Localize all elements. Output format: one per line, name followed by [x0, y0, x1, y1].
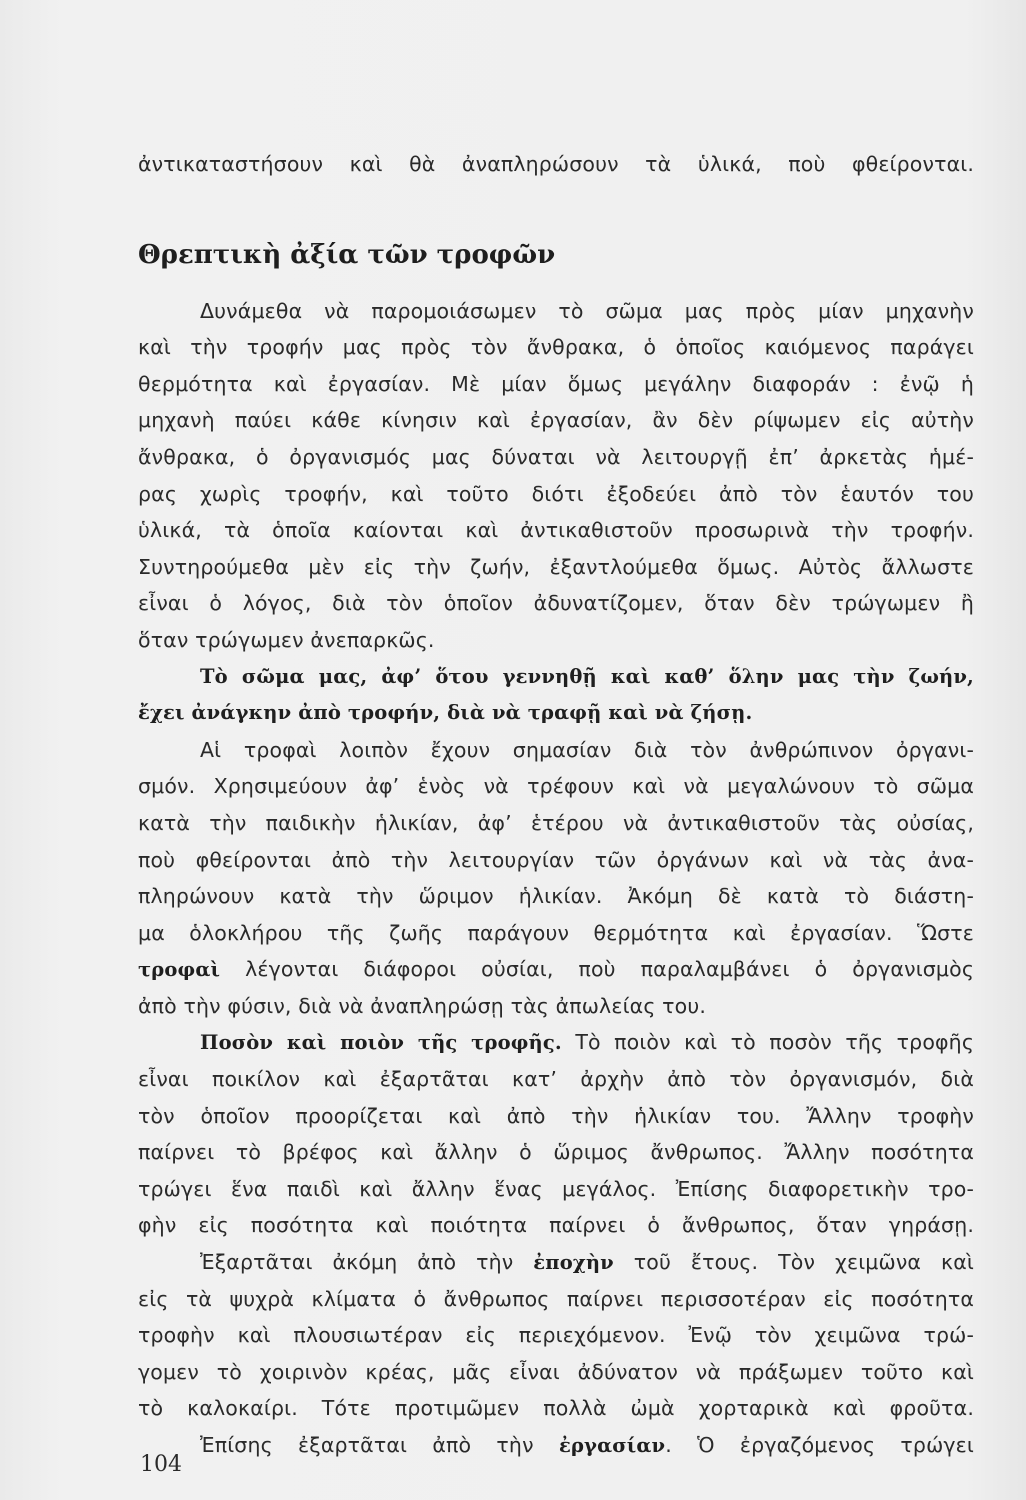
top-line: ἀντικαταστήσουν καὶ θὰ ἀναπληρώσουν τὰ ὑλικά, ποὺ φθείρονται. — [138, 152, 974, 176]
text-line-with-bold-term — [138, 1024, 974, 1061]
page-number: 104 — [140, 1452, 182, 1477]
text-segment: Ἐπίσης ἐξαρτᾶται ἀπὸ τὴν — [200, 1433, 534, 1457]
text-line: ἄνθρακα, ὁ ὀργανισμός μας δύναται νὰ λειτουργῇ ἐπ’ ἀρκετὰς ἡμέ- — [138, 444, 974, 469]
text-segment: τοῦ ἔτους. Τὸν χειμῶνα καὶ — [633, 1250, 974, 1275]
text-line: ὑλικά, τὰ ὁποῖα καίονται καὶ ἀντικαθιστοῦν προσωρινὰ τὴν τροφήν. — [138, 518, 974, 543]
text-line: τρώγει ἕνα παιδὶ καὶ ἄλλην ἕνας μεγάλος. Ἐπίσης διαφορετικὴν τρο- — [138, 1176, 974, 1201]
text-line: Δυνάμεθα νὰ παρομοιάσωμεν τὸ σῶμα μας πρὸς μίαν μηχανὴν — [200, 298, 974, 323]
text-line-with-bold-term — [138, 951, 974, 988]
text-line: εἰς τὰ ψυχρὰ κλίματα ὁ ἄνθρωπος παίρνει περισσοτέραν εἰς ποσότητα — [138, 1286, 974, 1311]
text-line: εἶναι ὁ λόγος, διὰ τὸν ὁποῖον ἀδυνατίζομεν, ὅταν δὲν τρώγωμεν ἢ — [138, 591, 974, 616]
text-line: ὅταν τρώγωμεν ἀνεπαρκῶς. — [138, 627, 435, 652]
text-segment: Ἐξαρτᾶται ἀκόμη ἀπὸ τὴν — [200, 1250, 514, 1275]
text-line: ἀπὸ τὴν φύσιν, διὰ νὰ ἀναπληρώσῃ τὰς ἀπωλείας του. — [138, 993, 707, 1018]
text-line: γομεν τὸ χοιρινὸν κρέας, μᾶς εἶναι ἀδύνατον νὰ πράξωμεν τοῦτο καὶ — [138, 1359, 974, 1384]
text-line: τὸν ὁποῖον προορίζεται καὶ ἀπὸ τὴν ἡλικίαν του. Ἄλλην τροφὴν — [138, 1103, 974, 1128]
text-line: μηχανὴ παύει κάθε κίνησιν καὶ ἐργασίαν, ἂν δὲν ρίψωμεν εἰς αὐτὴν — [138, 408, 974, 433]
text-line: πληρώνουν κατὰ τὴν ὥριμον ἡλικίαν. Ἀκόμη δὲ κατὰ τὸ διάστη- — [138, 884, 974, 909]
text-segment: . Ὁ ἐργαζόμενος τρώγει — [665, 1433, 974, 1457]
bold-term-ergasian: ἐργασίαν — [558, 1434, 666, 1457]
text-line-with-bold-term — [138, 1427, 974, 1464]
text-segment: Τὸ ποιὸν καὶ τὸ ποσὸν τῆς τροφῆς — [575, 1030, 975, 1055]
text-line: καὶ τὴν τροφήν μας πρὸς τὸν ἄνθρακα, ὁ ὁποῖος καιόμενος παράγει — [138, 335, 974, 360]
text-line: ποὺ φθείρονται ἀπὸ τὴν λειτουργίαν τῶν ὀργάνων καὶ νὰ τὰς ἀνα- — [138, 847, 974, 872]
section-heading: Θρεπτικὴ ἀξία τῶν τροφῶν — [138, 239, 556, 270]
text-line: εἶναι ποικίλον καὶ ἐξαρτᾶται κατ’ ἀρχὴν ἀπὸ τὸν ὀργανισμόν, διὰ — [138, 1067, 974, 1092]
text-line: παίρνει τὸ βρέφος καὶ ἄλλην ὁ ὥριμος ἄνθρωπος. Ἄλλην ποσότητα — [138, 1140, 974, 1165]
emphasized-line: Τὸ σῶμα μας, ἀφ’ ὅτου γεννηθῇ καὶ καθ’ ὅλην μας τὴν ζωήν, — [200, 664, 974, 688]
text-line: φὴν εἰς ποσότητα καὶ ποιότητα παίρνει ὁ ἄνθρωπος, ὅταν γηράσῃ. — [138, 1213, 974, 1238]
text-line: κατὰ τὴν παιδικὴν ἡλικίαν, ἀφ’ ἑτέρου νὰ ἀντικαθιστοῦν τὰς οὐσίας, — [138, 810, 974, 835]
page-text — [138, 146, 974, 1464]
subheading-poson-kai-poion: Ποσὸν καὶ ποιὸν τῆς τροφῆς. — [200, 1031, 562, 1055]
text-line-with-bold-term — [138, 1244, 974, 1281]
text-line: τὸ καλοκαίρι. Τότε προτιμῶμεν πολλὰ ὠμὰ χορταρικὰ καὶ φροῦτα. — [138, 1396, 974, 1421]
bold-term-epochin: ἐποχὴν — [533, 1251, 614, 1275]
text-segment: λέγονται διάφοροι οὐσίαι, ποὺ παραλαμβάνει ὁ ὀργανισμὸς — [245, 957, 974, 982]
text-line: Αἱ τροφαὶ λοιπὸν ἔχουν σημασίαν διὰ τὸν ἀνθρώπινον ὀργανι- — [200, 737, 974, 762]
text-line: θερμότητα καὶ ἐργασίαν. Μὲ μίαν ὅμως μεγάλην διαφοράν : ἐνῷ ἡ — [138, 371, 974, 396]
text-line: μα ὁλοκλήρου τῆς ζωῆς παράγουν θερμότητα καὶ ἐργασίαν. Ὥστε — [138, 920, 974, 945]
emphasized-line: ἔχει ἀνάγκην ἀπὸ τροφήν, διὰ νὰ τραφῇ καὶ νὰ ζήσῃ. — [138, 701, 753, 725]
text-line: Συντηρούμεθα μὲν εἰς τὴν ζωήν, ἐξαντλούμεθα ὅμως. Αὐτὸς ἄλλωστε — [138, 554, 974, 579]
text-line: τροφὴν καὶ πλουσιωτέραν εἰς περιεχόμενον. Ἐνῷ τὸν χειμῶνα τρώ- — [138, 1323, 974, 1348]
text-line: σμόν. Χρησιμεύουν ἀφ’ ἑνὸς νὰ τρέφουν καὶ νὰ μεγαλώνουν τὸ σῶμα — [138, 774, 974, 799]
bold-term-trofai: τροφαὶ — [138, 958, 221, 982]
text-line: ρας χωρὶς τροφήν, καὶ τοῦτο διότι ἐξοδεύει ἀπὸ τὸν ἑαυτόν του — [138, 481, 974, 506]
